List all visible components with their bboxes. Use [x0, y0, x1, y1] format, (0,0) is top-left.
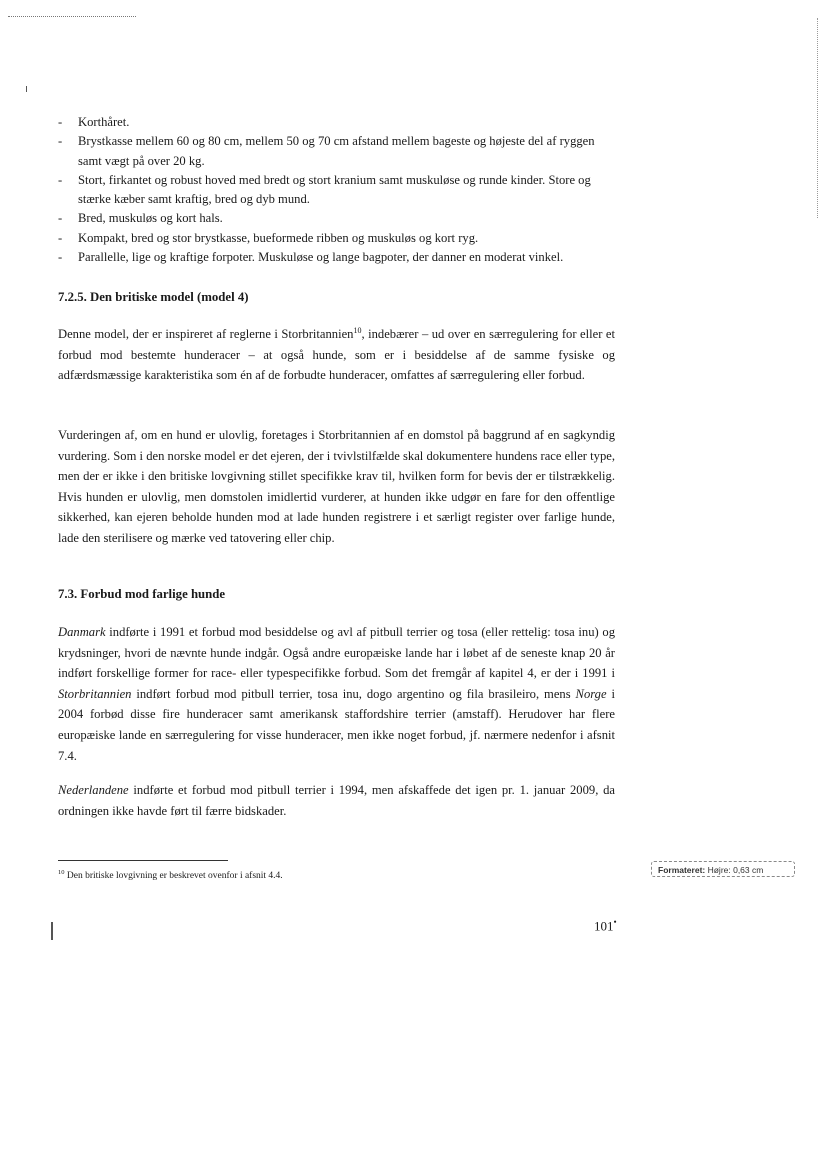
scan-artifact-mark: [26, 86, 27, 92]
scan-artifact-top: [8, 16, 136, 17]
footnote: $^{10}$ Den britiske lovgivning er beskrevet ovenfor i afsnit 4.4.: [58, 869, 283, 882]
footnote-ref[interactable]: 10: [353, 325, 362, 335]
paragraph-assessment: Vurderingen af, om en hund er ulovlig, foretages i Storbritannien af en domstol på baggrund af en sagkyndig vurdering. Som i den norske model er det ejeren, der i tvivlstilfælde skal dokumentere hundens race eller type, men der er ikke i den britiske lovgivning stillet specifikke krav til, hvilken form for bevis der er tilstrækkelig. Hvis hunden er ulovlig, men domstolen imidlertid vurderer, at hunden ikke udgør en fare for den offentlige sikkerhed, kan ejeren beholde hunden mod at lade hunden registrere i et særligt register over farlige hunde, lade den sterilisere og mærke ved tatovering eller chip.: [58, 428, 615, 545]
paragraph-netherlands: Nederlandene indførte et forbud mod pitbull terrier i 1994, men afskaffede det igen pr. 1. januar 2009, da ordningen ikke havde ført til færre bidskader.: [58, 783, 615, 818]
list-item: - Parallelle, lige og kraftige forpoter. Muskuløse og lange bagpoter, der danner en moderat vinkel.: [58, 250, 564, 265]
list-item: - Kompakt, bred og stor brystkasse, bueformede ribben og muskuløs og kort ryg.: [58, 230, 479, 245]
page-number: 101•: [594, 917, 617, 934]
paragraph-bans: Danmark indførte i 1991 et forbud mod besiddelse og avl af pitbull terrier og tosa (eller rettelig: tosa inu) og krydsninger, hvori de nævnte hunde indgår. Også andre europæiske lande har i løbet af de seneste knap 20 år indført forskellige former for race- eller typespecifikke forbud. Som det fremgår af kapitel 4, er der i 1991 i Storbritannien indført forbud mod pitbull terrier, tosa inu, dogo argentino og fila brasileiro, mens Norge i 2004 forbød disse fire hunderacer samt amerikansk staffordshire terrier (amstaff). Herudover har flere europæiske lande en særregulering for visse hunderacer, men ikke noget forbud, jf. nærmere nedenfor i afsnit 7.4.: [58, 625, 615, 763]
list-item: - Stort, firkantet og robust hoved med bredt og stort kranium samt muskuløse og runde kinder. Store og stærke kæber samt kraftig, bred og dyb mund.: [58, 172, 591, 207]
section-heading-7-3: 7.3. Forbud mod farlige hunde: [58, 587, 226, 601]
list-item: - Bred, muskuløs og kort hals.: [58, 211, 223, 226]
footnote-divider: [58, 860, 228, 861]
bullet-list: [58, 113, 618, 267]
list-item: - Korthåret.: [58, 115, 130, 129]
scan-artifact-mark: [51, 922, 53, 940]
paragraph-british-model: Denne model, der er inspireret af reglerne i Storbritannien$^{10}$, indebærer – ud over en særregulering for eller et forbud mod bestemte hunderacer – at også hunde, som er i besiddelse af de samme fysiske og adfærdsmæssige karakteristika som én af de forbudte hunderacer, omfattes af særregulering eller forbud.: [58, 325, 615, 383]
list-item: - Brystkasse mellem 60 og 80 cm, mellem 50 og 70 cm afstand mellem bageste og højeste del af ryggen samt vægt på over 20 kg.: [58, 134, 595, 168]
change-bar-margin: [817, 18, 818, 218]
formatting-comment-balloon[interactable]: Formateret: Højre: 0,63 cm: [651, 861, 795, 877]
section-heading-7-2-5: 7.2.5. Den britiske model (model 4): [58, 290, 249, 304]
